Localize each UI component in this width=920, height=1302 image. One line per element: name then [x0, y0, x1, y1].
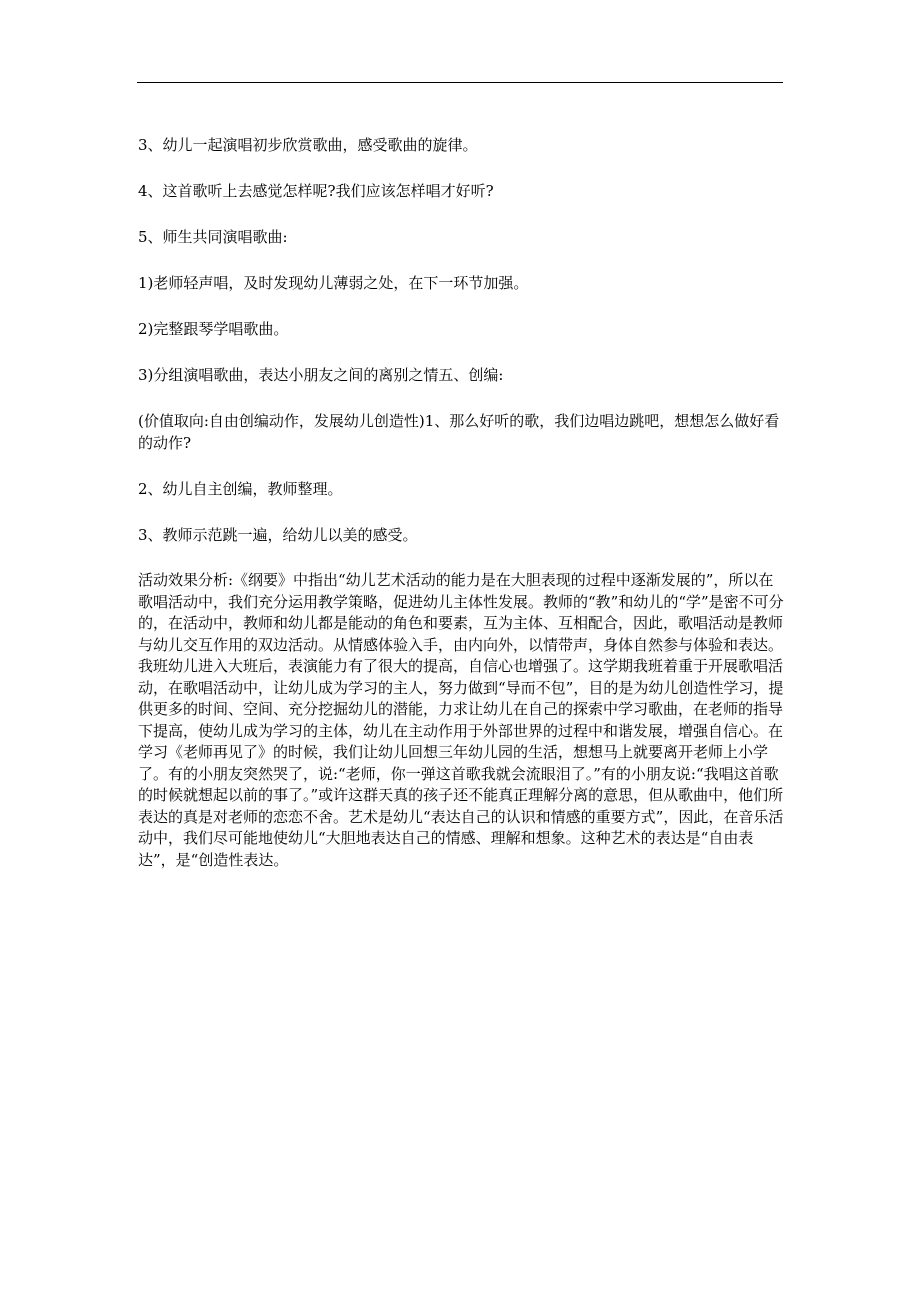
paragraph-step-3-demonstration: 3、教师示范跳一遍，给幼儿以美的感受。 — [138, 526, 418, 544]
paragraph-substep-1-soft-singing: 1)老师轻声唱，及时发现幼儿薄弱之处，在下一环节加强。 — [138, 274, 529, 292]
paragraph-step-5-teacher-student: 5、师生共同演唱歌曲: — [138, 228, 288, 246]
paragraph-substep-3-group-singing: 3)分组演唱歌曲，表达小朋友之间的离别之情五、创编: — [138, 366, 504, 384]
paragraph-step-4-question: 4、这首歌听上去感觉怎样呢?我们应该怎样唱才好听? — [138, 182, 494, 200]
paragraph-step-2-self-create: 2、幼儿自主创编，教师整理。 — [138, 480, 343, 498]
header-divider — [137, 82, 783, 83]
paragraph-activity-analysis: 活动效果分析:《纲要》中指出“幼儿艺术活动的能力是在大胆表现的过程中逐渐发展的”，所以在歌唱活动中，我们充分运用教学策略，促进幼儿主体性发展。教师的“教”和幼儿的“学”是密不可分的，在活动中，教师和幼儿都是能动的角色和要素，互为主体、互相配合，因此，歌唱活动是教师与幼儿交互作用的双边活动。从情感体验入手，由内向外，以情带声，身体自然参与体验和表达。我班幼儿进入大班后，表演能力有了很大的提高，自信心也增强了。这学期我班着重于开展歌唱活动，在歌唱活动中，让幼儿成为学习的主人，努力做到“导而不包”，目的是为幼儿创造性学习，提供更多的时间、空间、充分挖掘幼儿的潜能，力求让幼儿在自己的探索中学习歌曲，在老师的指导下提高，使幼儿成为学习的主体，幼儿在主动作用于外部世界的过程中和谐发展，增强自信心。在学习《老师再见了》的时候，我们让幼儿回想三年幼儿园的生活，想想马上就要离开老师上小学了。有的小朋友突然哭了，说:“老师，你一弹这首歌我就会流眼泪了。”有的小朋友说:“我唱这首歌的时候就想起以前的事了。”或许这群天真的孩子还不能真正理解分离的意思，但从歌曲中，他们所表达的真是对老师的恋恋不舍。艺术是幼儿“表达自己的认识和情感的重要方式”，因此，在音乐活动中，我们尽可能地使幼儿“大胆地表达自己的情感、理解和想象。这种艺术的表达是“自由表达”，是“创造性表达。 — [138, 571, 784, 869]
paragraph-value-orientation: (价值取向:自由创编动作，发展幼儿创造性)1、那么好听的歌，我们边唱边跳吧，想想怎么做好看的动作? — [138, 412, 780, 452]
paragraph-step-3-sing-together: 3、幼儿一起演唱初步欣赏歌曲，感受歌曲的旋律。 — [138, 136, 478, 154]
document-body — [138, 134, 788, 895]
paragraph-substep-2-piano: 2)完整跟琴学唱歌曲。 — [138, 320, 289, 338]
